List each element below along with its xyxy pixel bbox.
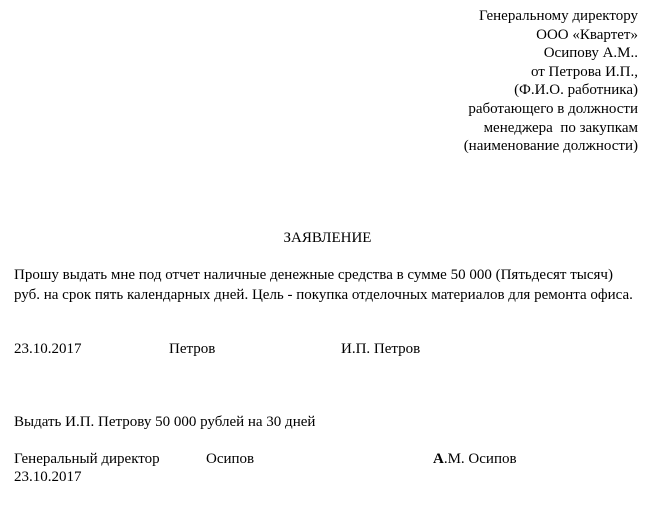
sender-name: от Петрова И.П., (530, 63, 638, 80)
sender-position-label: работающего в должности (468, 100, 638, 117)
director-name (433, 450, 517, 468)
director-signature-row (0, 450, 655, 522)
applicant-signature-row (0, 340, 655, 412)
director-name-initial: А (433, 451, 444, 467)
addressee-block (464, 7, 638, 156)
applicant-name: И.П. Петров (341, 341, 421, 357)
sender-name-caption: (Ф.И.О. работника) (514, 82, 638, 99)
application-date: 23.10.2017 (14, 341, 82, 357)
addressee-position: Генеральному директору (478, 8, 638, 24)
document-title: ЗАЯВЛЕНИЕ (283, 230, 372, 246)
sender-position-caption: (наименование должности) (463, 138, 638, 155)
addressee-name: Осипову А.М.. (543, 45, 638, 62)
director-signature: Осипов (206, 451, 255, 467)
addressee-company: ООО «Квартет» (536, 26, 638, 43)
sender-position: менеджера по закупкам (483, 119, 638, 136)
director-name-rest: .М. Осипов (443, 451, 517, 467)
director-position: Генеральный директор (14, 451, 160, 467)
resolution-date: 23.10.2017 (14, 469, 82, 485)
request-text: Прошу выдать мне под отчет наличные денежные средства в сумме 50 000 (Пятьдесят тысяч) руб. на срок пять календарных дней. Цель - покупка отделочных материалов для ремонта офиса. (14, 267, 633, 303)
applicant-signature: Петров (169, 341, 216, 357)
resolution-text: Выдать И.П. Петрову 50 000 рублей на 30 дней (14, 414, 316, 430)
